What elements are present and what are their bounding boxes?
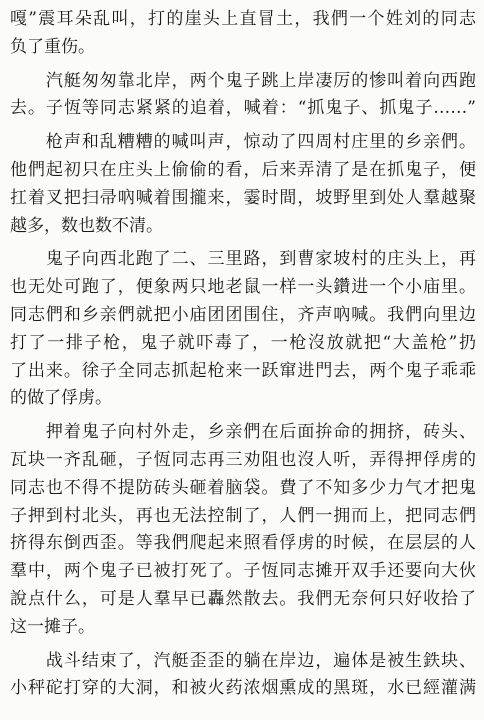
text-line: 枪声和乱糟糟的喊叫声，惊动了四周村庄里的乡亲們。 bbox=[10, 132, 476, 153]
text-line: 同志也不得不提防砖头砸着脑袋。費了不知多少力气才把鬼 bbox=[10, 477, 476, 498]
text-line: 负了重伤。 bbox=[10, 36, 95, 57]
paragraph bbox=[10, 419, 476, 641]
text-line: 瓦块一齐乱砸，子恆同志再三劝阻也沒人听，弄得押俘虏的 bbox=[10, 449, 476, 470]
paragraph bbox=[10, 246, 476, 413]
text-line: 越多，数也数不清。 bbox=[10, 215, 163, 236]
text-line: 也无处可跑了，便象两只地老鼠一样一头鑽进一个小庙里。 bbox=[10, 277, 476, 298]
text-line: 鬼子向西北跑了二、三里路，到曹家坡村的庄头上，再 bbox=[10, 249, 476, 270]
paragraph bbox=[10, 129, 476, 240]
body-text bbox=[10, 6, 476, 703]
text-line: 他們起初只在庄头上偷偷的看，后来弄清了是在抓鬼子，便 bbox=[10, 159, 476, 180]
text-line: 战斗结束了，汽艇歪歪的躺在岸边，遍体是被生鉄块、 bbox=[10, 650, 476, 671]
text-line: 羣中，两个鬼子已被打死了。子恆同志摊开双手还要向大伙 bbox=[10, 561, 476, 582]
text-line: 嘎”震耳朵乱叫，打的崖头上直冒土，我們一个姓刘的同志 bbox=[10, 9, 476, 29]
text-line: 汽艇匆匆靠北岸，两个鬼子跳上岸凄厉的惨叫着向西跑 bbox=[10, 70, 476, 91]
text-line: 打了一排子枪，鬼子就吓毒了，一枪沒放就把“大盖枪”扔 bbox=[10, 332, 476, 353]
text-line: 这一摊子。 bbox=[10, 616, 95, 637]
text-line: 的做了俘虏。 bbox=[10, 388, 112, 409]
paragraph bbox=[10, 68, 476, 124]
text-line: 同志們和乡亲們就把小庙团团围住，齐声吶喊。我們向里边 bbox=[10, 304, 476, 325]
text-line: 扛着叉把扫帚吶喊着围攏来，霎时間，坡野里到处人羣越聚 bbox=[10, 187, 476, 208]
text-line: 小秤砣打穿的大洞，和被火药浓烟熏成的黑斑，水已經灌满 bbox=[10, 678, 476, 699]
text-line: 子押到村北头，再也无法控制了，人們一拥而上，把同志們 bbox=[10, 505, 476, 526]
text-line: 押着鬼子向村外走，乡亲們在后面拚命的拥挤，砖头、 bbox=[10, 422, 476, 443]
text-line: 說点什么，可是人羣早已轟然散去。我們无奈何只好收拾了 bbox=[10, 588, 476, 609]
text-line: 挤得东倒西歪。等我們爬起来照看俘虏的时候，在层层的人 bbox=[10, 533, 476, 554]
paragraph bbox=[10, 648, 476, 704]
text-line: 去。子恆等同志紧紧的追着，喊着：“抓鬼子、抓鬼子……” bbox=[10, 98, 476, 119]
paragraph bbox=[10, 6, 476, 62]
text-line: 了出来。徐子全同志抓起枪来一跃窜进門去，两个鬼子乖乖 bbox=[10, 360, 476, 381]
